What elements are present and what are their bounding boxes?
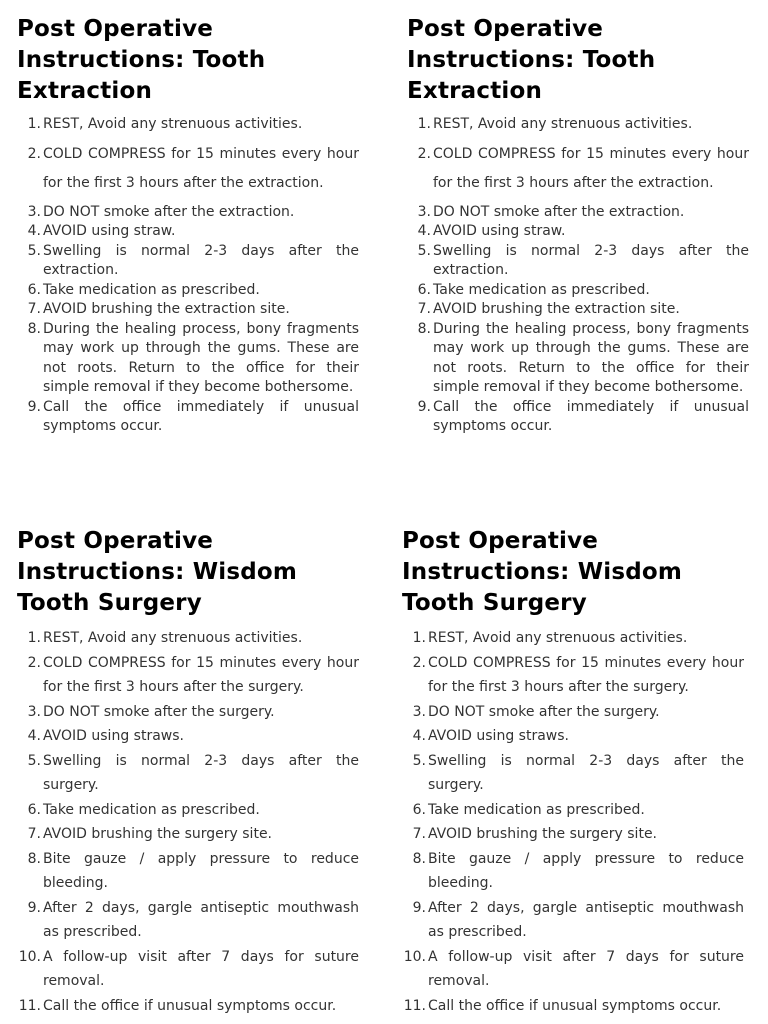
- list-item: 6. Take medication as prescribed.: [27, 801, 260, 818]
- list-item: 11. Call the office if unusual symptoms occur.: [403, 997, 722, 1014]
- list-item: 4. AVOID using straw.: [27, 223, 176, 239]
- list-item: 9. After 2 days, gargle antiseptic mouthwash as prescribed.: [412, 899, 744, 940]
- list-item: 9. Call the office immediately if unusual symptoms occur.: [417, 398, 749, 434]
- instruction-list: [402, 626, 744, 1018]
- list-item: 1. REST, Avoid any strenuous activities.: [412, 630, 688, 646]
- instruction-list: [407, 115, 749, 437]
- list-item: 2. COLD COMPRESS for 15 minutes every hour for the first 3 hours after the surgery.: [412, 654, 744, 695]
- list-item: 9. After 2 days, gargle antiseptic mouthwash as prescribed.: [27, 899, 359, 940]
- list-item: 6. Take medication as prescribed.: [27, 281, 260, 298]
- list-item: 3. DO NOT smoke after the extraction.: [27, 203, 295, 220]
- list-item: 2. COLD COMPRESS for 15 minutes every hour for the first 3 hours after the extraction.: [417, 145, 749, 191]
- wisdom-tooth-card-left: [17, 526, 359, 1018]
- list-item: 1. REST, Avoid any strenuous activities.: [417, 116, 693, 132]
- extraction-card-left: [17, 14, 359, 437]
- list-item: 7. AVOID brushing the surgery site.: [27, 826, 273, 842]
- card-title: Post Operative Instructions: Tooth Extraction: [17, 16, 266, 104]
- list-item: 5. Swelling is normal 2-3 days after the surgery.: [27, 752, 359, 793]
- instruction-list: [17, 115, 359, 437]
- list-item: 5. Swelling is normal 2-3 days after the extraction.: [417, 242, 749, 278]
- card-title: Post Operative Instructions: Wisdom Tooth Surgery: [402, 528, 683, 616]
- list-item: 8. Bite gauze / apply pressure to reduce bleeding.: [27, 850, 359, 891]
- list-item: 6. Take medication as prescribed.: [417, 281, 650, 298]
- list-item: 9. Call the office immediately if unusual symptoms occur.: [27, 398, 359, 434]
- list-item: 5. Swelling is normal 2-3 days after the surgery.: [412, 752, 744, 793]
- list-item: 6. Take medication as prescribed.: [412, 801, 645, 818]
- list-item: 2. COLD COMPRESS for 15 minutes every hour for the first 3 hours after the extraction.: [27, 145, 359, 191]
- list-item: 4. AVOID using straw.: [417, 223, 566, 239]
- list-item: 11. Call the office if unusual symptoms occur.: [18, 997, 337, 1014]
- list-item: 1. REST, Avoid any strenuous activities.: [27, 116, 303, 132]
- list-item: 7. AVOID brushing the extraction site.: [417, 301, 680, 317]
- list-item: 2. COLD COMPRESS for 15 minutes every hour for the first 3 hours after the surgery.: [27, 654, 359, 695]
- list-item: 10. A follow-up visit after 7 days for suture removal.: [18, 948, 359, 989]
- card-title: Post Operative Instructions: Tooth Extraction: [407, 16, 656, 104]
- list-item: 8. Bite gauze / apply pressure to reduce bleeding.: [412, 850, 744, 891]
- list-item: 4. AVOID using straws.: [27, 728, 184, 744]
- extraction-card-right: [407, 14, 749, 437]
- list-item: 3. DO NOT smoke after the surgery.: [412, 703, 660, 720]
- list-item: 3. DO NOT smoke after the surgery.: [27, 703, 275, 720]
- list-item: 8. During the healing process, bony fragments may work up through the gums. These are not roots. Return to the office for their simple removal if they become bothersome.: [417, 320, 749, 395]
- wisdom-tooth-card-right: [402, 526, 744, 1018]
- instruction-list: [17, 626, 359, 1018]
- list-item: 4. AVOID using straws.: [412, 728, 569, 744]
- list-item: 7. AVOID brushing the surgery site.: [412, 826, 658, 842]
- list-item: 10. A follow-up visit after 7 days for suture removal.: [403, 948, 744, 989]
- list-item: 1. REST, Avoid any strenuous activities.: [27, 630, 303, 646]
- list-item: 3. DO NOT smoke after the extraction.: [417, 203, 685, 220]
- list-item: 7. AVOID brushing the extraction site.: [27, 301, 290, 317]
- list-item: 8. During the healing process, bony fragments may work up through the gums. These are not roots. Return to the office for their simple removal if they become bothersome.: [27, 320, 359, 395]
- list-item: 5. Swelling is normal 2-3 days after the extraction.: [27, 242, 359, 278]
- card-title: Post Operative Instructions: Wisdom Tooth Surgery: [17, 528, 298, 616]
